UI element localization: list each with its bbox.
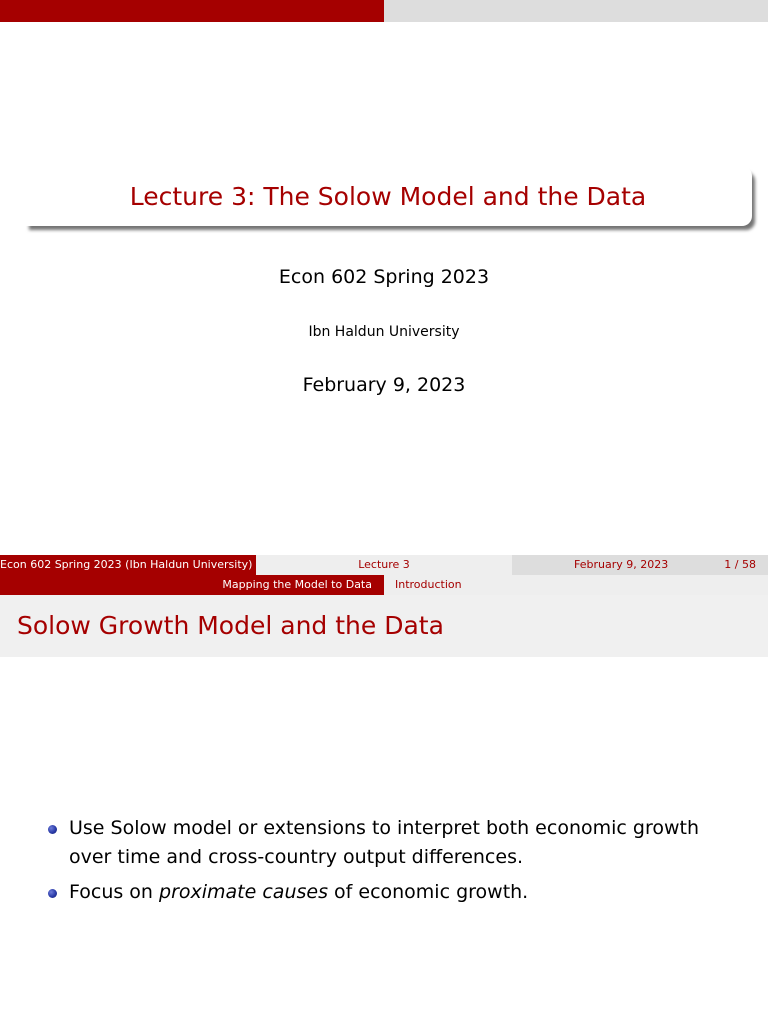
presentation-title: Lecture 3: The Solow Model and the Data bbox=[129, 181, 647, 211]
presentation-date: February 9, 2023 bbox=[302, 374, 466, 396]
footer-page-number: 1 / 58 bbox=[724, 558, 756, 571]
bullet-ball-icon bbox=[48, 889, 57, 898]
frame-title: Solow Growth Model and the Data bbox=[17, 611, 444, 640]
bullet-text-suffix: of economic growth. bbox=[327, 881, 529, 903]
footer-date: February 9, 2023 bbox=[574, 558, 669, 571]
nav-section[interactable]: Mapping the Model to Data bbox=[0, 575, 384, 595]
footer-author: Econ 602 Spring 2023 (Ibn Haldun University) bbox=[0, 555, 256, 575]
footer-title: Lecture 3 bbox=[256, 555, 512, 575]
section-navigation bbox=[0, 575, 768, 595]
title-box bbox=[24, 166, 752, 226]
bullet-ball-icon bbox=[48, 825, 57, 834]
content-slide bbox=[0, 575, 768, 1024]
top-bar-accent bbox=[0, 0, 384, 22]
bullet-text-prefix: Focus on bbox=[69, 881, 160, 903]
presentation-subtitle: Econ 602 Spring 2023 bbox=[278, 266, 490, 288]
bullet-list bbox=[0, 814, 768, 913]
top-bar-rest bbox=[384, 0, 768, 22]
footer-date-block bbox=[512, 555, 768, 575]
institute: Ibn Haldun University bbox=[308, 324, 460, 340]
list-item bbox=[0, 814, 768, 872]
slide-footer bbox=[0, 555, 768, 575]
bullet-text: Use Solow model or extensions to interpret both economic growth over time and cross-country output differences. bbox=[69, 817, 699, 868]
bullet-emphasis: proximate causes bbox=[159, 881, 328, 903]
top-progress-bar bbox=[0, 0, 768, 22]
nav-subsection[interactable]: Introduction bbox=[384, 575, 768, 595]
frame-title-bar bbox=[0, 595, 768, 657]
list-item bbox=[0, 878, 768, 907]
